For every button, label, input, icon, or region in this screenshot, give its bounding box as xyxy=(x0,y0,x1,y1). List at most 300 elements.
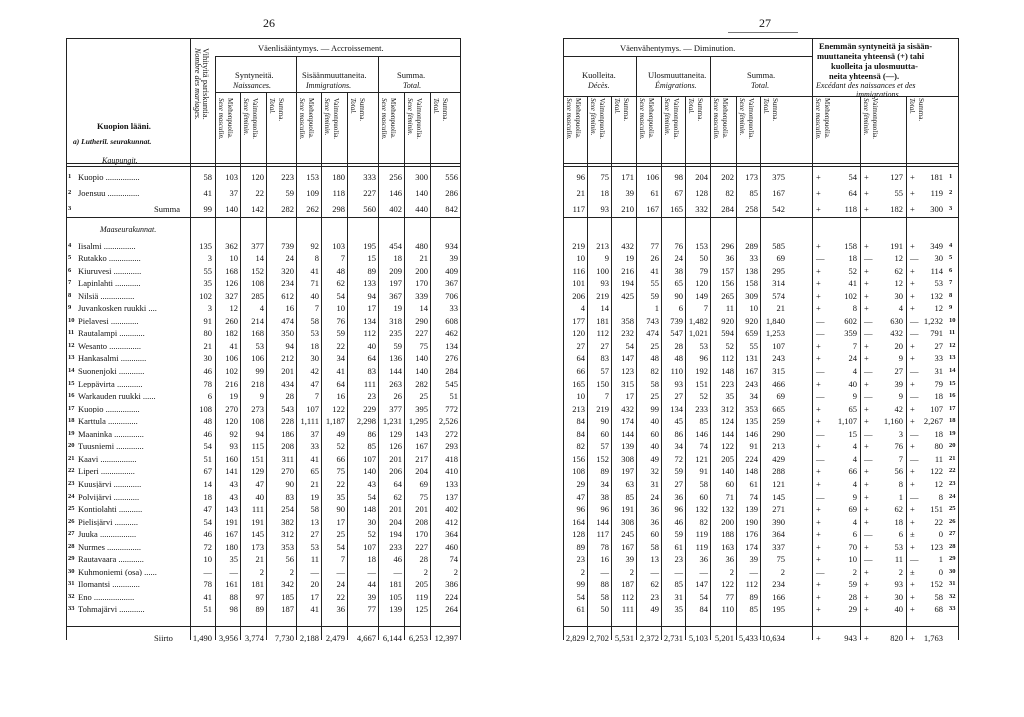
right-cell: 91 xyxy=(699,466,708,477)
excess-sign: + xyxy=(864,278,869,289)
left-cell: 126 xyxy=(389,441,402,452)
right-cell: 151 xyxy=(695,378,708,389)
left-sub-6: Miehenpuolia. xyxy=(389,98,397,139)
excess-sign: + xyxy=(910,290,915,301)
left-cell: 208 xyxy=(281,441,294,452)
left-cell: 52 xyxy=(367,529,376,540)
excess-value: 22 xyxy=(934,516,943,527)
left-cell: 59 xyxy=(336,328,345,339)
right-cell: 375 xyxy=(772,172,785,182)
diminution-rule xyxy=(563,56,812,57)
right-cell: 38 xyxy=(600,491,609,502)
right-cell: 10,634 xyxy=(761,633,785,643)
row-index-20: 20 xyxy=(68,442,75,450)
left-cell: 26 xyxy=(393,391,402,402)
excess-sign: + xyxy=(816,188,821,198)
excess-value: 123 xyxy=(930,541,943,552)
right-cell: 188 xyxy=(721,529,734,540)
left-cell: 43 xyxy=(367,478,376,489)
excess-sign: + xyxy=(910,188,915,198)
right-cell: 55 xyxy=(650,278,659,289)
right-cell: 223 xyxy=(721,378,734,389)
left-cell: 66 xyxy=(336,453,345,464)
right-cell: 86 xyxy=(674,428,683,439)
marriages-cell: 30 xyxy=(203,353,212,364)
excess-value: 4 xyxy=(852,478,857,489)
excess-sign: + xyxy=(864,416,869,427)
excess-value: 59 xyxy=(848,579,857,590)
excess-sign: — xyxy=(910,253,919,264)
right-cell: 191 xyxy=(621,504,634,515)
left-cell: 107 xyxy=(363,541,376,552)
right-cell: 166 xyxy=(772,591,785,602)
row-index-29: 29 xyxy=(68,555,75,563)
left-cell: 89 xyxy=(367,265,376,276)
excess-sign: + xyxy=(816,172,821,182)
r-sum-header: Summa. xyxy=(747,70,776,80)
marriages-header: Vihityitä pariskuntia. xyxy=(201,48,211,120)
excess-sign: + xyxy=(910,604,915,615)
left-cell: 41 xyxy=(229,340,238,351)
top-rule-right xyxy=(728,32,798,33)
right-row-index-14: 14 xyxy=(949,367,956,374)
left-cell: 434 xyxy=(281,378,294,389)
left-cell: 612 xyxy=(281,290,294,301)
right-sub-fr-6: Sexe masculin. xyxy=(712,98,720,140)
left-cell: 21 xyxy=(255,554,264,565)
left-cell: 2,526 xyxy=(438,416,458,427)
left-cell: 2 xyxy=(453,566,458,577)
row-index-16: 16 xyxy=(68,392,75,400)
left-cell: 109 xyxy=(306,188,319,198)
left-cell: 49 xyxy=(336,428,345,439)
excess-value: 70 xyxy=(848,541,857,552)
left-cell: 12 xyxy=(229,303,238,314)
marriages-cell: 91 xyxy=(203,315,212,326)
right-cell: 5,103 xyxy=(688,633,708,643)
left-cell: 204 xyxy=(415,466,428,477)
right-cell: 288 xyxy=(772,466,785,477)
excess-value: 53 xyxy=(894,541,903,552)
left-cell: 28 xyxy=(419,554,428,565)
excess-value: 11 xyxy=(894,554,903,565)
right-cell: 93 xyxy=(600,204,609,214)
right-cell: 131 xyxy=(745,353,758,364)
excess-sign: — xyxy=(864,554,873,565)
left-cell: 195 xyxy=(363,240,376,251)
row-index-4: 4 xyxy=(68,241,72,249)
excess-sign: + xyxy=(910,378,915,389)
excess-sub-1: Vaimonpuolia. xyxy=(871,98,879,140)
born-header: Syntyneitä. xyxy=(235,70,274,80)
immigrated-header: Sisäänmuuttaneita. xyxy=(302,70,367,80)
row-index-21: 21 xyxy=(68,454,75,462)
right-table-top-rule xyxy=(563,38,958,39)
right-cell: 202 xyxy=(721,172,734,182)
excess-sign: + xyxy=(864,403,869,414)
right-row-index-29: 29 xyxy=(949,555,956,563)
row-index-8: 8 xyxy=(68,291,72,299)
left-sub-fr-1: Sexe féminin. xyxy=(242,98,250,136)
right-cell: 23 xyxy=(576,554,585,565)
left-sub-5: Summa. xyxy=(358,98,366,122)
right-row-index-10: 10 xyxy=(949,316,956,324)
left-cell: 40 xyxy=(367,340,376,351)
left-cell: 75 xyxy=(419,340,428,351)
row-index-26: 26 xyxy=(68,517,75,525)
right-cell: 206 xyxy=(572,290,585,301)
marriages-cell: 41 xyxy=(203,591,212,602)
excess-sign: — xyxy=(864,253,873,264)
left-cell: 270 xyxy=(281,466,294,477)
row-index-18: 18 xyxy=(68,417,75,425)
excess-value: 27 xyxy=(934,340,943,351)
right-cell: 60 xyxy=(725,478,734,489)
right-cell: 337 xyxy=(772,541,785,552)
right-cell: 2 xyxy=(780,566,785,577)
left-cell: — xyxy=(367,566,376,577)
right-cell: 163 xyxy=(721,541,734,552)
excess-sign: — xyxy=(864,391,873,402)
right-cell: 139 xyxy=(621,441,634,452)
row-label: Pielavesi ............. xyxy=(78,316,139,326)
right-cell: 34 xyxy=(749,391,758,402)
left-cell: 71 xyxy=(310,278,319,289)
born-header-fr: Naissances. xyxy=(233,81,271,90)
left-cell: 410 xyxy=(445,466,458,477)
excess-sub-0: Miehenpuolia. xyxy=(823,98,831,139)
marriages-cell: 46 xyxy=(203,366,212,376)
right-cell: 146 xyxy=(695,428,708,439)
excess-sign: — xyxy=(816,315,825,326)
left-cell: 20 xyxy=(310,579,319,590)
excess-header-4: neita yhteensä (—). xyxy=(829,71,900,81)
right-cell: 90 xyxy=(600,416,609,427)
excess-sign: + xyxy=(910,504,915,515)
left-cell: 3,774 xyxy=(244,633,264,643)
excess-sign: — xyxy=(910,491,919,502)
left-cell: 83 xyxy=(285,491,294,502)
left-cell: 56 xyxy=(285,554,294,565)
marriages-cell: 108 xyxy=(199,403,212,414)
right-cell: 216 xyxy=(621,265,634,276)
right-cell: 920 xyxy=(721,315,734,326)
row-index-17: 17 xyxy=(68,404,75,412)
excess-sign: ± xyxy=(910,566,915,577)
right-cell: 147 xyxy=(695,579,708,590)
right-cell: 296 xyxy=(721,240,734,251)
right-cell: 119 xyxy=(695,541,708,552)
row-label: Rautalampi ............ xyxy=(78,329,145,338)
left-cell: 141 xyxy=(225,466,238,477)
row-label: Juvankosken ruukki .... xyxy=(78,304,157,313)
excess-value: 8 xyxy=(938,491,943,502)
right-cell: 2,702 xyxy=(589,633,609,643)
excess-sign: + xyxy=(816,554,821,565)
excess-sign: + xyxy=(864,504,869,515)
right-cell: 16 xyxy=(600,554,609,565)
left-cell: 22 xyxy=(255,188,264,198)
right-cell: 2,829 xyxy=(565,633,585,643)
left-cell: 140 xyxy=(415,188,428,198)
left-cell: 53 xyxy=(310,541,319,552)
left-cell: 122 xyxy=(332,403,345,414)
marriages-cell: 10 xyxy=(203,554,212,565)
right-sub-1: Vaimonpuolia. xyxy=(598,98,606,140)
excess-value: 3 xyxy=(898,428,903,439)
left-cell: 103 xyxy=(332,240,345,251)
excess-sign: + xyxy=(910,172,915,182)
excess-sign: + xyxy=(910,633,915,643)
left-cell: 140 xyxy=(363,466,376,477)
right-cell: 315 xyxy=(772,366,785,376)
right-row-index-28: 28 xyxy=(949,542,956,550)
right-sub-5: Summa. xyxy=(696,98,704,122)
right-cell: 110 xyxy=(670,366,683,376)
excess-value: 11 xyxy=(934,453,943,464)
row-index-1: 1 xyxy=(68,173,72,180)
right-cell: 123 xyxy=(621,366,634,376)
excess-sign: — xyxy=(816,566,825,577)
left-cell: 118 xyxy=(332,188,345,198)
right-row-index-4: 4 xyxy=(949,241,953,249)
left-sub-fr-3: Sexe masculin. xyxy=(298,98,306,140)
right-cell: 128 xyxy=(695,188,708,198)
excess-sign: + xyxy=(864,466,869,477)
right-cell: 28 xyxy=(674,340,683,351)
left-cell: 227 xyxy=(415,328,428,339)
right-cell: 665 xyxy=(772,403,785,414)
left-cell: 41 xyxy=(310,265,319,276)
right-cell: 21 xyxy=(576,188,585,198)
left-cell: 167 xyxy=(415,441,428,452)
excess-sign: + xyxy=(816,604,821,615)
excess-sign: — xyxy=(910,315,919,326)
row-index-10: 10 xyxy=(68,316,75,324)
group-rural-label: Maaseurakunnat. xyxy=(100,225,157,234)
right-cell: 192 xyxy=(695,366,708,376)
left-cell: 201 xyxy=(281,366,294,376)
left-sub-1: Vaimonpuolia. xyxy=(251,98,259,140)
marriages-cell: 54 xyxy=(203,516,212,527)
rule-vertical xyxy=(860,96,861,640)
left-cell: 934 xyxy=(445,240,458,251)
left-cell: 58 xyxy=(310,504,319,515)
right-cell: 308 xyxy=(621,516,634,527)
right-cell: 23 xyxy=(650,591,659,602)
left-cell: 4,667 xyxy=(356,633,376,643)
row-label: Kuopio ................ xyxy=(78,173,140,182)
row-label: Liperi ................ xyxy=(78,467,135,476)
excess-value: 6 xyxy=(898,529,903,540)
right-cell: 59 xyxy=(650,290,659,301)
row-label: Pielisjärvi ........... xyxy=(78,517,138,527)
excess-value: 12 xyxy=(934,303,943,314)
right-cell: 120 xyxy=(695,278,708,289)
left-cell: 197 xyxy=(389,278,402,289)
marriages-cell: 47 xyxy=(203,504,212,515)
right-cell: 31 xyxy=(650,478,659,489)
right-cell: 67 xyxy=(674,188,683,198)
left-cell: 256 xyxy=(389,172,402,182)
rule-vertical xyxy=(460,38,461,640)
right-cell: 84 xyxy=(699,604,708,615)
excess-value: 119 xyxy=(930,188,943,198)
left-cell: 173 xyxy=(251,541,264,552)
marriages-cell: 55 xyxy=(203,265,212,276)
right-cell: 547 xyxy=(670,328,683,339)
excess-value: 2,267 xyxy=(923,416,943,427)
right-cell: 585 xyxy=(772,240,785,251)
left-cell: 12,397 xyxy=(434,633,458,643)
left-cell: 94 xyxy=(255,428,264,439)
left-cell: 41 xyxy=(336,366,345,376)
left-cell: 92 xyxy=(310,240,319,251)
right-cell: 147 xyxy=(621,353,634,364)
left-cell: 37 xyxy=(310,428,319,439)
left-cell: 7 xyxy=(340,554,345,565)
right-cell: 85 xyxy=(674,579,683,590)
left-cell: 6,144 xyxy=(382,633,402,643)
excess-header-1: Enemmän syntyneitä ja sisään- xyxy=(819,41,933,51)
row-index-5: 5 xyxy=(68,254,72,262)
excess-value: 15 xyxy=(848,428,857,439)
right-cell: 53 xyxy=(699,340,708,351)
marriages-cell: 78 xyxy=(203,579,212,590)
right-sub-4: Vaimonpuolia. xyxy=(672,98,680,140)
excess-sign: + xyxy=(816,278,821,289)
right-cell: 121 xyxy=(695,453,708,464)
excess-sign: + xyxy=(816,265,821,276)
right-cell: 112 xyxy=(721,353,734,364)
right-cell: 83 xyxy=(600,353,609,364)
left-cell: 108 xyxy=(251,278,264,289)
right-cell: 542 xyxy=(772,204,785,214)
excess-sign: + xyxy=(910,579,915,590)
right-cell: 99 xyxy=(576,579,585,590)
subregion-title: a) Lutheril. seurakunnat. xyxy=(73,137,152,146)
left-cell: 460 xyxy=(445,541,458,552)
right-cell: 176 xyxy=(745,529,758,540)
right-cell: 135 xyxy=(745,416,758,427)
right-cell: 158 xyxy=(745,278,758,289)
left-cell: 182 xyxy=(225,328,238,339)
right-cell: — xyxy=(699,566,708,577)
excess-sign: + xyxy=(910,278,915,289)
right-cell: 77 xyxy=(650,240,659,251)
excess-sign: + xyxy=(864,478,869,489)
right-cell: 574 xyxy=(772,290,785,301)
excess-value: 24 xyxy=(848,353,857,364)
left-cell: 140 xyxy=(415,353,428,364)
left-cell: 46 xyxy=(393,554,402,565)
right-cell: 60 xyxy=(600,428,609,439)
excess-sign: + xyxy=(864,579,869,590)
accroissement-header: Väenlisääntymys. — Accroissement. xyxy=(258,43,384,53)
left-cell: 412 xyxy=(445,516,458,527)
right-row-index-3: 3 xyxy=(949,205,953,212)
row-label: Kuusjärvi ............. xyxy=(78,479,142,489)
excess-sign: + xyxy=(816,529,821,540)
excess-sign: — xyxy=(816,253,825,264)
right-sub-fr-2: Total. xyxy=(613,98,621,114)
row-index-12: 12 xyxy=(68,341,75,349)
left-cell: 204 xyxy=(389,516,402,527)
right-cell: 2 xyxy=(729,566,734,577)
right-cell: 284 xyxy=(721,204,734,214)
left-cell: 129 xyxy=(251,466,264,477)
right-row-index-26: 26 xyxy=(949,517,956,525)
left-cell: 33 xyxy=(310,441,319,452)
excess-sign: + xyxy=(816,478,821,489)
right-cell: 54 xyxy=(699,591,708,602)
left-cell: 40 xyxy=(310,290,319,301)
left-cell: 462 xyxy=(445,328,458,339)
right-cell: 24 xyxy=(674,253,683,264)
excess-sub-fr-0: Sexe masculin. xyxy=(814,98,822,140)
left-cell: 106 xyxy=(251,353,264,364)
right-cell: 50 xyxy=(699,253,708,264)
left-cell: 21 xyxy=(419,253,428,264)
right-cell: 146 xyxy=(745,428,758,439)
right-cell: 57 xyxy=(600,366,609,376)
right-cell: 204 xyxy=(695,172,708,182)
row-label: Kaavi ................. xyxy=(78,454,137,464)
left-sub-4: Vaimonpuolia. xyxy=(332,98,340,140)
right-row-index-33: 33 xyxy=(949,605,956,613)
right-sub-fr-1: Sexe féminin. xyxy=(589,98,597,136)
right-sub-fr-7: Sexe féminin. xyxy=(738,98,746,136)
right-cell: 74 xyxy=(749,491,758,502)
excess-value: 4 xyxy=(852,441,857,452)
excess-sign: + xyxy=(816,579,821,590)
left-cell: 126 xyxy=(225,278,238,289)
left-cell: 270 xyxy=(225,403,238,414)
right-cell: 659 xyxy=(745,328,758,339)
left-table-top-rule xyxy=(66,38,460,39)
excess-sign: — xyxy=(864,529,873,540)
right-cell: 219 xyxy=(572,240,585,251)
left-cell: 47 xyxy=(310,378,319,389)
marriages-cell: 18 xyxy=(203,491,212,502)
left-cell: 64 xyxy=(336,378,345,389)
right-row-index-27: 27 xyxy=(949,530,956,538)
right-cell: 34 xyxy=(674,441,683,452)
left-cell: 362 xyxy=(225,240,238,251)
excess-value: 9 xyxy=(852,491,857,502)
left-cell: 108 xyxy=(251,416,264,427)
left-cell: 41 xyxy=(310,453,319,464)
left-cell: 2 xyxy=(259,566,264,577)
marriages-cell: 35 xyxy=(203,278,212,289)
left-cell: 47 xyxy=(255,478,264,489)
left-cell: 191 xyxy=(251,516,264,527)
row-label: Siirto xyxy=(154,633,173,643)
excess-value: 182 xyxy=(890,204,903,214)
left-cell: 772 xyxy=(445,403,458,414)
excess-sign: + xyxy=(816,516,821,527)
right-cell: 466 xyxy=(772,378,785,389)
right-cell: 213 xyxy=(772,441,785,452)
marriages-cell: — xyxy=(203,566,212,577)
left-cell: 153 xyxy=(306,172,319,182)
right-cell: 167 xyxy=(646,204,659,214)
left-cell: 284 xyxy=(445,366,458,376)
marriages-cell: 54 xyxy=(203,441,212,452)
excess-value: 18 xyxy=(934,391,943,402)
left-cell: 37 xyxy=(229,188,238,198)
right-cell: 144 xyxy=(596,516,609,527)
